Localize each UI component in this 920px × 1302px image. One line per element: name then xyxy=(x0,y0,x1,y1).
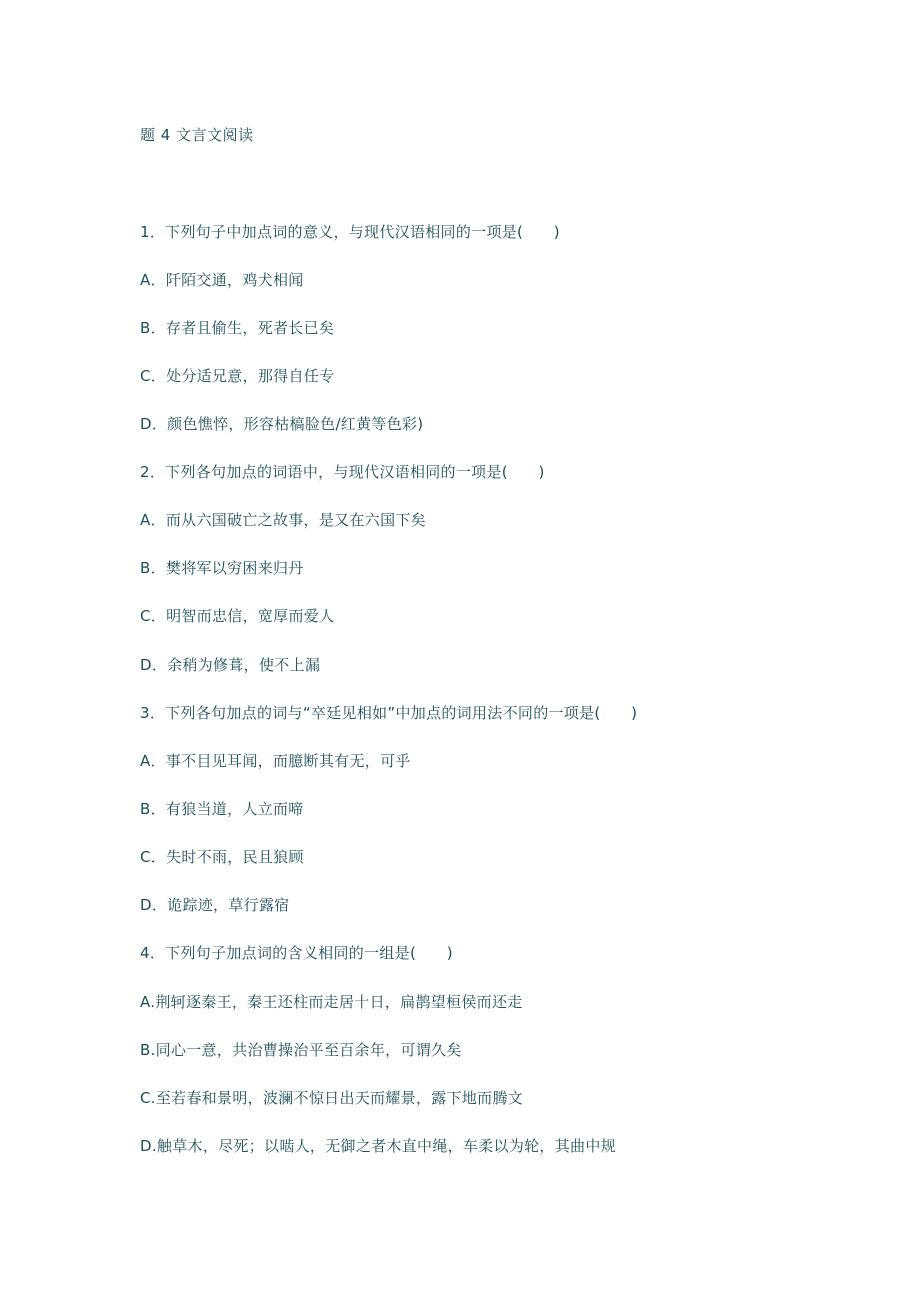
question-1-option-c: C．处分适兄意，那得自任专 xyxy=(140,367,335,385)
question-4-stem: 4．下列句子加点词的含义相同的一组是( ) xyxy=(140,944,453,962)
question-3-option-b: B．有狼当道，人立而啼 xyxy=(140,800,304,818)
question-3-option-c: C．失时不雨，民且狼顾 xyxy=(140,848,304,866)
question-1-option-d: D．颜色憔悴，形容枯槁脸色/红黄等色彩) xyxy=(140,415,424,433)
question-4-option-d: D.触草木，尽死；以啮人，无御之者木直中绳，车柔以为轮，其曲中规 xyxy=(140,1137,616,1155)
question-4-option-b: B.同心一意，共治曹操治平至百余年，可谓久矣 xyxy=(140,1041,462,1059)
question-1-option-b: B．存者且偷生，死者长已矣 xyxy=(140,319,335,337)
question-2-stem: 2．下列各句加点的词语中，与现代汉语相同的一项是( ) xyxy=(140,463,545,481)
question-1-stem: 1．下列句子中加点词的意义，与现代汉语相同的一项是( ) xyxy=(140,223,560,241)
question-4-option-a: A.荆轲逐秦王，秦王还柱而走居十日，扁鹊望桓侯而还走 xyxy=(140,993,523,1011)
question-3-option-a: A．事不目见耳闻，而臆断其有无，可乎 xyxy=(140,752,411,770)
question-4-option-c: C.至若春和景明，波澜不惊日出天而耀景，露下地而腾文 xyxy=(140,1089,524,1107)
question-1-option-a: A．阡陌交通，鸡犬相闻 xyxy=(140,271,304,289)
question-2-option-b: B．樊将军以穷困来归丹 xyxy=(140,559,304,577)
question-3-option-d: D．诡踪迹，草行露宿 xyxy=(140,896,290,914)
question-2-option-a: A．而从六国破亡之故事，是又在六国下矣 xyxy=(140,511,426,529)
document-title: 题 4 文言文阅读 xyxy=(140,126,254,144)
question-2-option-c: C．明智而忠信，宽厚而爱人 xyxy=(140,607,335,625)
question-3-stem: 3．下列各句加点的词与“卒廷见相如”中加点的词用法不同的一项是( ) xyxy=(140,704,638,722)
question-2-option-d: D．余稍为修葺，使不上漏 xyxy=(140,656,321,674)
